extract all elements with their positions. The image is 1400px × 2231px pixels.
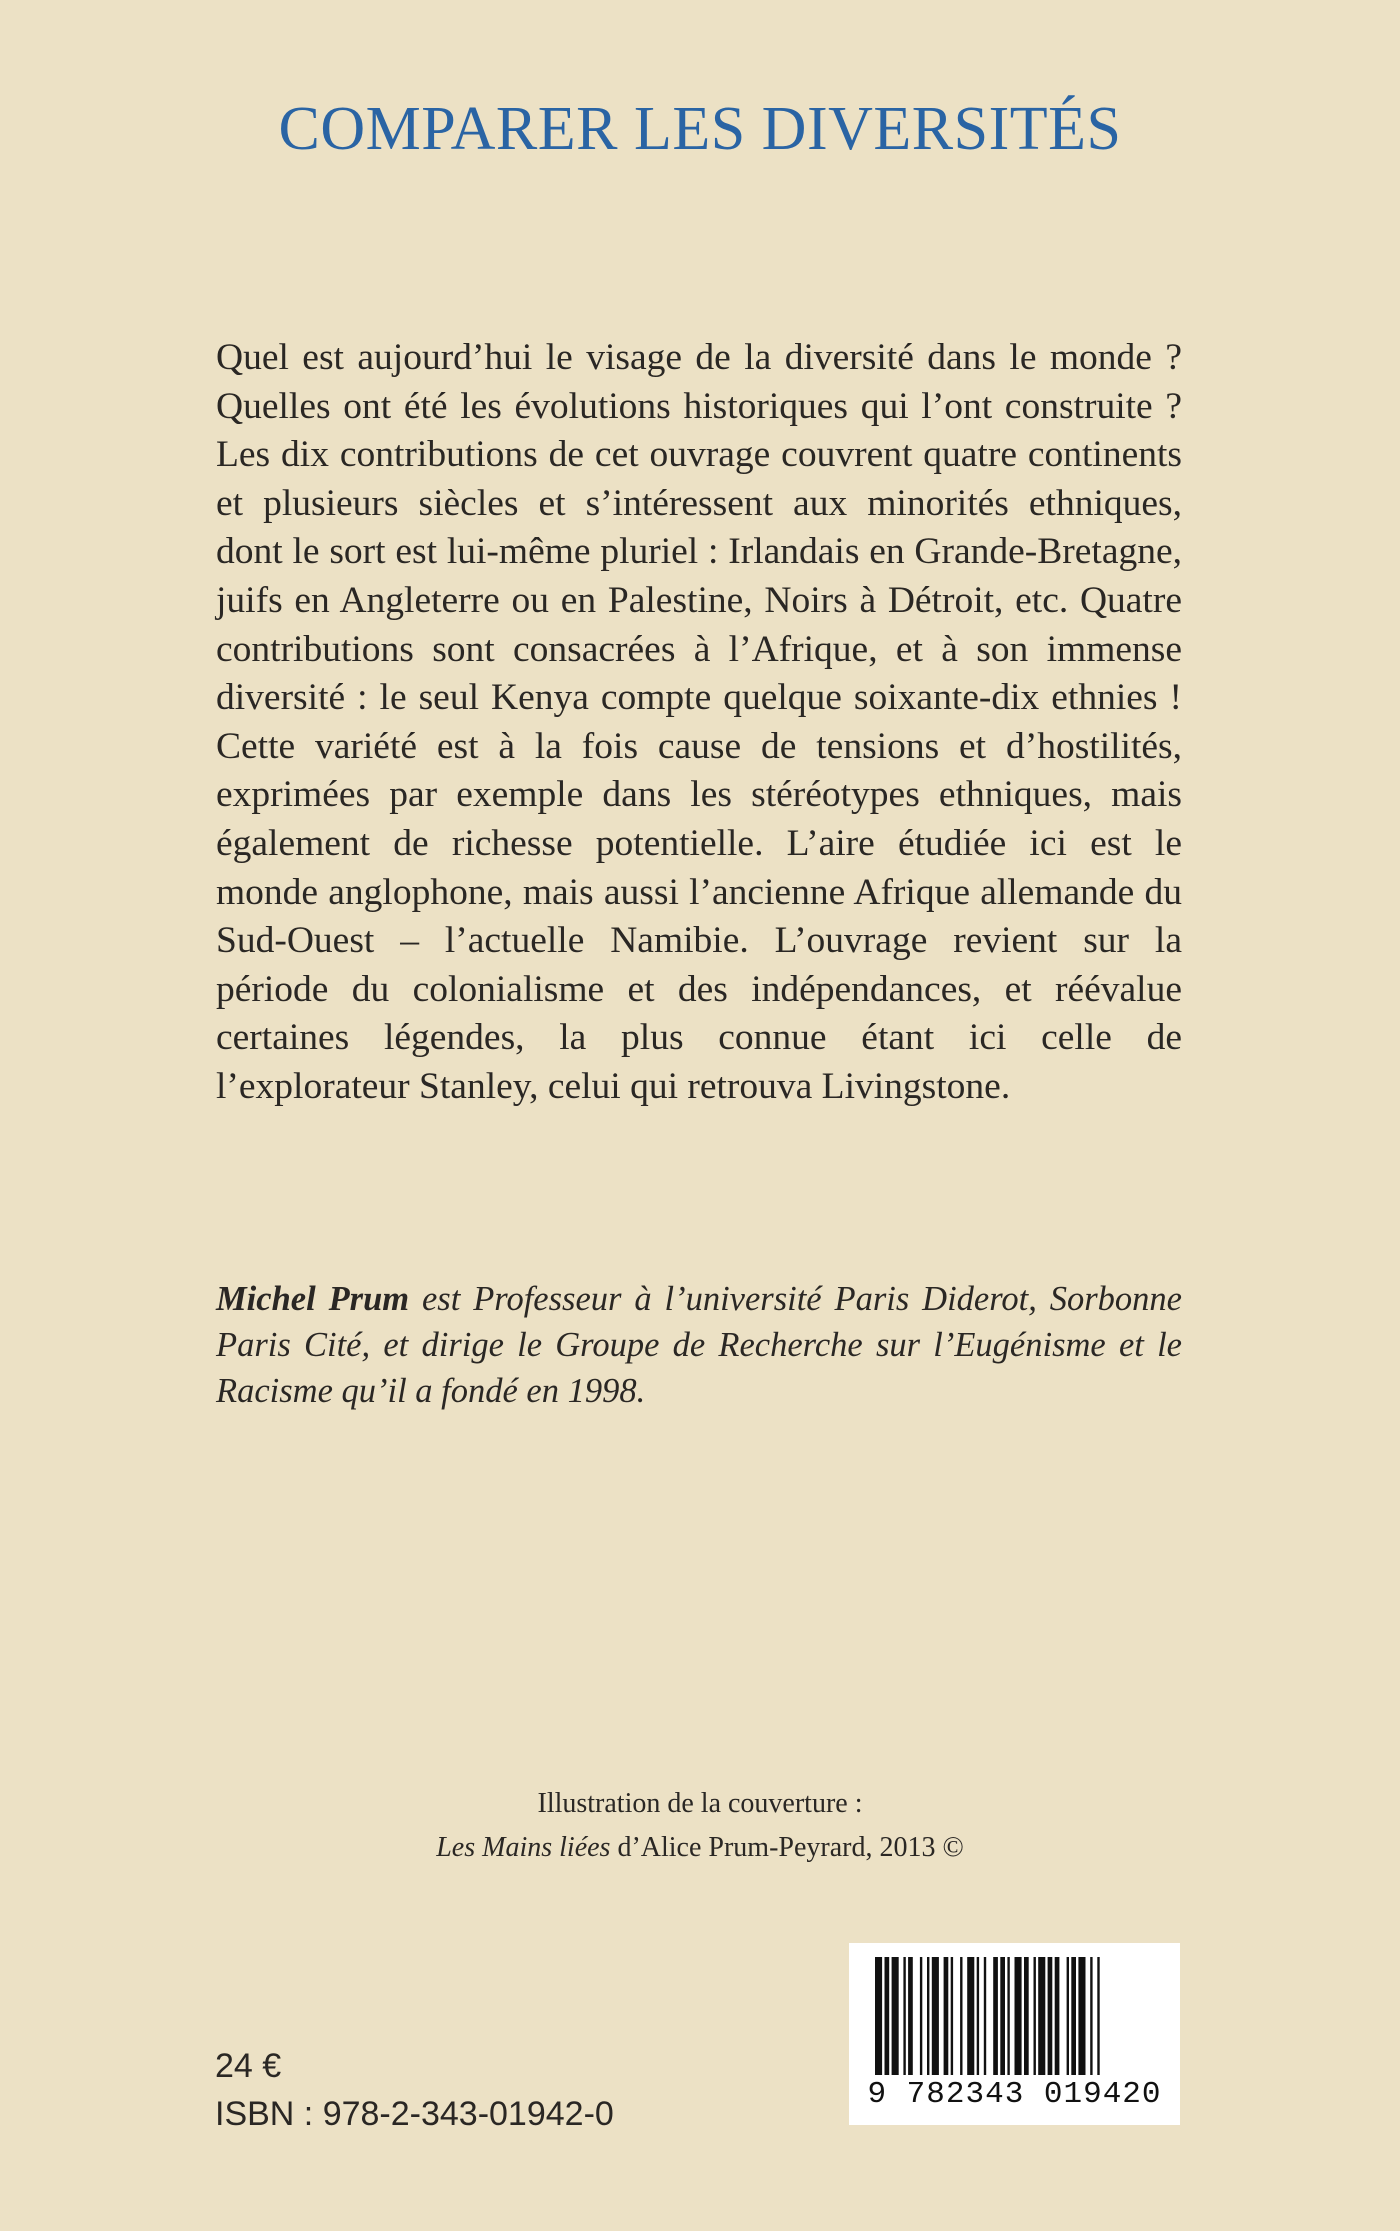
cover-title: COMPARER LES DIVERSITÉS	[278, 95, 1122, 163]
illustration-credit	[0, 1782, 1400, 1870]
barcode-digits: 9 782343 019420	[867, 2077, 1162, 2112]
barcode	[849, 1943, 1180, 2125]
credit-label: Illustration de la couverture :	[537, 1788, 863, 1819]
credit-work	[0, 1826, 1400, 1870]
isbn: ISBN : 978-2-343-01942-0	[215, 2095, 614, 2133]
credit-work-rest: d’Alice Prum-Peyrard, 2013 ©	[610, 1832, 964, 1863]
author-name: Michel Prum	[216, 1280, 410, 1318]
credit-work-title: Les Mains liées	[436, 1832, 611, 1863]
blurb-paragraph: Quel est aujourd’hui le visage de la diversité dans le monde ? Quelles ont été les évolutions historiques qui l’ont construite ? Les dix contributions de cet ouvrage couvrent quatre continents et plusieurs siècles et s’intéressent aux minorités ethniques, dont le sort est lui-même pluriel : Irlandais en Grande-Bretagne, juifs en Angleterre ou en Palestine, Noirs à Détroit, etc. Quatre contributions sont consacrées à l’Afrique, et à son immense diversité : le seul Kenya compte quelque soixante-dix ethnies ! Cette variété est à la fois cause de tensions et d’hostilités, exprimées par exemple dans les stéréotypes ethniques, mais également de richesse potentielle. L’aire étudiée ici est le monde anglophone, mais aussi l’ancienne Afrique allemande du Sud-Ouest – l’actuelle Namibie. L’ouvrage revient sur la période du colonialisme et des indépendances, et réévalue certaines légendes, la plus connue étant ici celle de l’explorateur Stanley, celui qui retrouva Livingstone.	[216, 337, 1182, 1107]
author-bio	[216, 1276, 1182, 1414]
price: 24 €	[215, 2047, 282, 2085]
author-bio-text: est Professeur à l’université Paris Diderot, Sorbonne Paris Cité, et dirige le Groupe de Recherche sur l’Eugénisme et le Racisme qu’il a fondé en 1998.	[216, 1280, 1182, 1410]
